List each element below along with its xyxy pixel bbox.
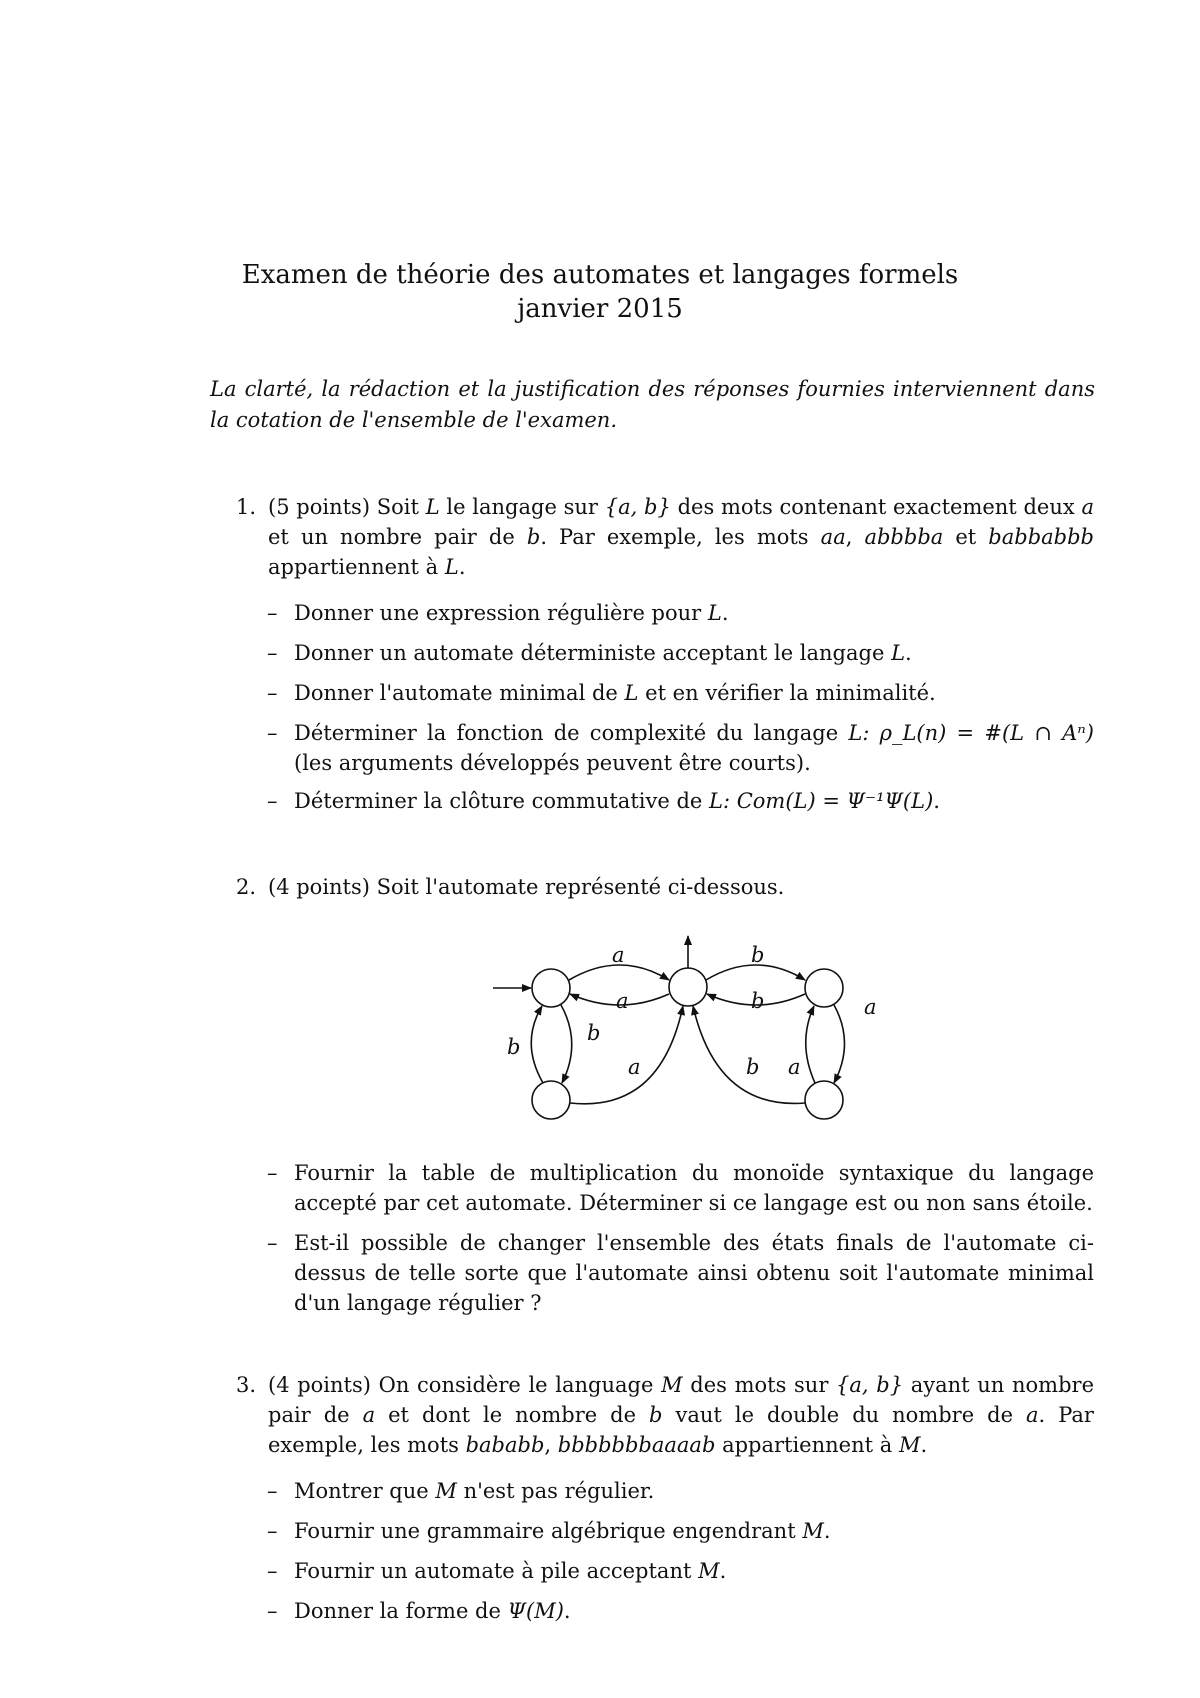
state-right-bottom (805, 1081, 843, 1119)
label-a-5: a (788, 1055, 801, 1079)
label-b-5: b (746, 1055, 760, 1079)
state-left-bottom (532, 1081, 570, 1119)
q1-number: 1. (236, 495, 257, 519)
label-a-4: a (628, 1055, 641, 1079)
q3-item-3: – Fournir un automate à pile acceptant M. (267, 1559, 727, 1583)
q2-number: 2. (236, 875, 257, 899)
label-b-2: b (751, 989, 765, 1013)
state-final (669, 968, 707, 1006)
label-a-1: a (612, 943, 625, 967)
q2-item-2: – Est-il possible de changer l'ensemble des états finals de l'automate ci-dessus de telle sorte que l'automate ainsi obtenu soit l'automate minimal d'un langage régulier ? (267, 1231, 1094, 1315)
q2-item-1: – Fournir la table de multiplication du monoïde syntaxique du langage accepté par cet automate. Déterminer si ce langage est ou non sans étoile. (267, 1161, 1094, 1215)
label-a-2: a (616, 989, 629, 1013)
q3-item-2: – Fournir une grammaire algébrique engendrant M. (267, 1519, 831, 1543)
q3-statement: (4 points) On considère le language M des mots sur {a, b} ayant un nombre pair de a et dont le nombre de b vaut le double du nombre de a. Par exemple, les mots bababb, bbbbbbbaaaab appartiennent à M. (268, 1373, 1094, 1457)
edge-bottom-to-top-left (531, 1006, 543, 1083)
q1-item-3: – Donner l'automate minimal de L et en vérifier la minimalité. (267, 681, 936, 705)
label-b-4: b (587, 1021, 601, 1045)
q1-item-2: – Donner un automate déterministe acceptant le langage L. (267, 641, 912, 665)
exam-title: Examen de théorie des automates et langages formels (241, 260, 959, 290)
edge-right-top-to-bottom (834, 1005, 845, 1083)
state-initial (532, 969, 570, 1007)
q1-statement: (5 points) Soit L le langage sur {a, b} des mots contenant exactement deux a et un nombre pair de b. Par exemple, les mots aa, abbbba et babbabbb appartiennent à L. (268, 495, 1094, 579)
edge-1-to-center (569, 965, 669, 980)
label-b-1: b (751, 943, 765, 967)
label-a-3: a (864, 995, 877, 1019)
edge-top-to-bottom-left (561, 1005, 572, 1083)
q1-item-4: – Déterminer la fonction de complexité du langage L: ρ_L(n) = #(L ∩ Aⁿ) (les arguments développés peuvent être courts). (267, 721, 1094, 775)
label-b-3: b (507, 1035, 521, 1059)
q3-number: 3. (236, 1373, 257, 1397)
edge-center-to-right (706, 965, 805, 980)
q3-item-1: – Montrer que M n'est pas régulier. (267, 1479, 655, 1503)
q1-item-1: – Donner une expression régulière pour L. (267, 601, 729, 625)
exam-date: janvier 2015 (517, 294, 683, 324)
q1-item-5: – Déterminer la clôture commutative de L: Com(L) = Ψ⁻¹Ψ(L). (267, 789, 940, 813)
state-right-top (805, 969, 843, 1007)
edge-right-bottom-to-top (806, 1006, 815, 1083)
intro-note: La clarté, la rédaction et la justification des réponses fournies interviennent dans la cotation de l'ensemble de l'examen. (210, 377, 1095, 432)
automaton-diagram (485, 928, 885, 1128)
q3-item-4: – Donner la forme de Ψ(M). (267, 1599, 571, 1623)
q2-statement: (4 points) Soit l'automate représenté ci-dessous. (268, 875, 785, 899)
